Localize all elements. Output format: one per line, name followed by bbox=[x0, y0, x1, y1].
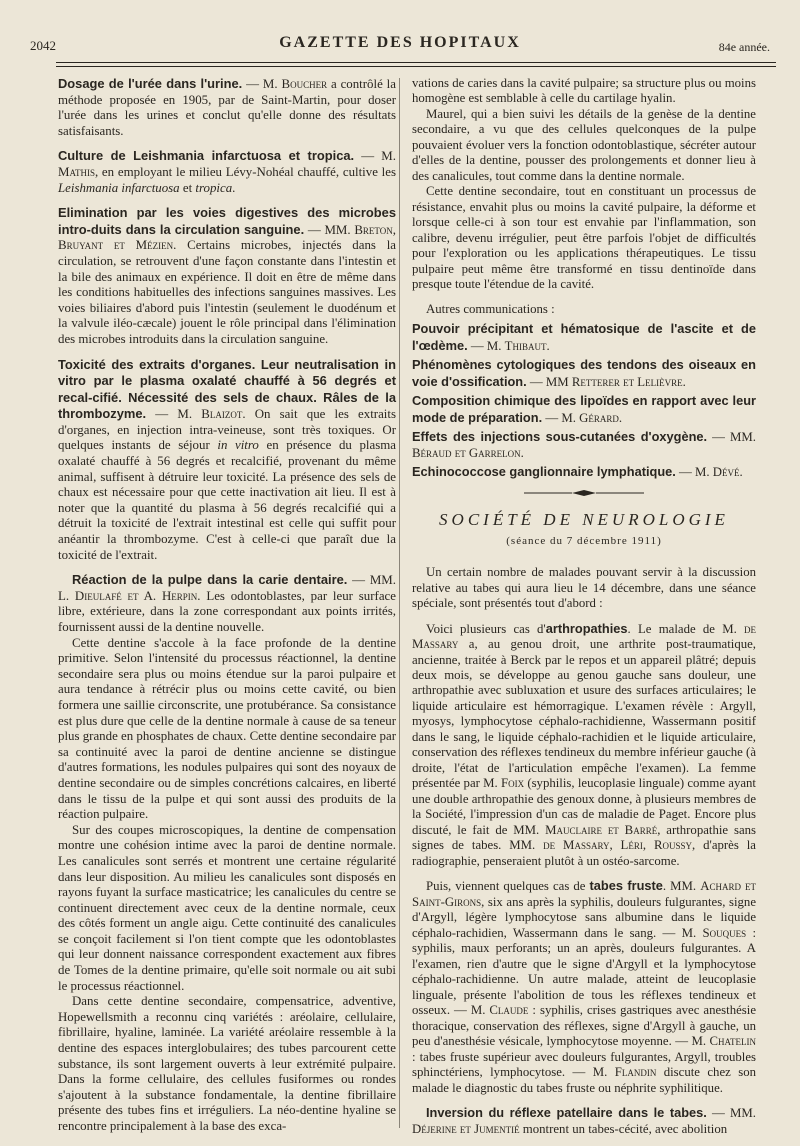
author: Boucher bbox=[281, 77, 328, 91]
right-column bbox=[412, 76, 756, 1137]
article-title: Toxicité des extraits d'organes. Leur neutralisation in vitro par le plasma oxalaté chauffé à 56 degrés et recal-cifié. Nécessité des sels de chaux. Râles de la thrombozyme. bbox=[58, 356, 396, 422]
paragraph: Inversion du réflexe patellaire dans le tabes. — MM. Déjerine et Jumentié montrent un tabes-cécité, avec abolition bbox=[412, 1105, 756, 1136]
paragraph: Un certain nombre de malades pouvant servir à la discussion relative au tabes qui aura lieu le 14 décembre, dans une séance spéciale, sont présentés tout d'abord : bbox=[412, 565, 756, 611]
page-number: 2042 bbox=[30, 38, 56, 53]
paragraph: vations de caries dans la cavité pulpaire; sa structure plus ou moins homogène est semblable à celle du cartilage hyalin. bbox=[412, 76, 756, 106]
author: Mathis bbox=[58, 164, 95, 179]
communication-entry: Phénomènes cytologiques des tendons des oiseaux en voie d'ossification. — MM Retterer et Lelièvre. bbox=[412, 357, 756, 389]
paragraph: Dans cette dentine secondaire, compensatrice, adventive, Hopewellsmith a reconnu cinq variétés : aréolaire, cellulaire, fibrillaire, hyaline, laminée. La variété aréolaire ressemble à la dentine des espaces interglobulaires; des tubes parcourent cette substance, ils sont largement ouverts à leur extrémité pulpaire. Dans la forme cellulaire, des cellules fusiformes ou rondes s'ajoutent à la substance fondamentale, la dentine fibrillaire présente des tubes fins et irréguliers. La néo-dentine hyaline se rencontre principalement à la base des exca- bbox=[58, 994, 396, 1133]
section-ornament bbox=[412, 487, 756, 502]
author: Blaizot bbox=[201, 407, 243, 422]
paragraph: Sur des coupes microscopiques, la dentine de compensation montre une cohésion intime avec la paroi de dentine normale. Les canalicules sont serrés et montrent une certaine régularité dans leur disposition. Au milieu les canalicules sont disposés en rayons fuyant la surface masticatrice; les canalicules du centre se continuent directement avec ceux de la dentine normale, ceux des côtés forment un angle aigu. Cette continuité des canalicules se conçoit facilement si l'on tient compte que les odontoblastes qui leur donnent naissance correspondent exactement aux fibres de Tomes de la dentine primaire, qu'elle soit normale ou ait subi le processus réactionnel. bbox=[58, 822, 396, 993]
journal-title: GAZETTE DES HOPITAUX bbox=[279, 34, 521, 51]
article-title: Culture de Leishmania infarctuosa et tropica. bbox=[58, 148, 355, 164]
left-column bbox=[58, 76, 396, 1135]
paragraph: Cette dentine secondaire, tout en constituant un processus de résistance, envahit plus ou moins la cavité pulpaire, la déforme et lorsque celle-ci à son tour est envahie par l'inflammation, son calibre, devenu irrégulier, peut être parfois l'objet de difficultés pour l'exploration ou les applications thérapeutiques. Le tissu pulpaire peut même être transformé en tissu dentinoïde dans presque toute l'étendue de la cavité. bbox=[412, 184, 756, 292]
paragraph: Voici plusieurs cas d'arthropathies. Le malade de M. de Massary a, au genou droit, une arthrite post-traumatique, ancienne, traitée à Berck par le repos et un appareil plâtré; depuis deux mois, se développe au genou gauche sans douleur, une arthropathie avec subluxation et usure des surfaces articulaires; le liquide articulaire est hémorragique. L'examen révèle : Argyll, myosys, lymphocytose céphalo-rachidienne, Wassermann positif dans le sang, le liquide céphalo-rachidien et le liquide articulaire, conservation des réflexes tendineux du membre inférieur gauche (à droite, l'état de l'articulation empêche l'examen). La femme présentée par M. Foix (syphilis, leucoplasie linguale) comme ayant une double arthropathie des genoux donne, à plusieurs membres de la Société, l'impression d'un cas de maladie de Paget. Encore plus discuté, le fait de MM. Mauclaire et Barré, arthropathie sans signes de tabes. MM. de Massary, Léri, Roussy, d'après la radiographie, penseraient plutôt à un ostéo-sarcome. bbox=[412, 620, 757, 868]
paragraph: Puis, viennent quelques cas de tabes fruste. MM. Achard et Saint-Girons, six ans après la syphilis, douleurs fulgurantes, signe d'Argyll, légère lymphocytose sans albumine dans le liquide céphalo-rachidien, Wassermann dans le sang. — M. Souques : syphilis, maux perforants; un an après, douleurs fulgurantes. A l'examen, rien d'autre que le signe d'Argyll et la lymphocytose céphalo-rachidienne. Un autre malade, atteint de leucoplasie linguale, présente l'abolition de tous les réflexes tendineux et osseux. — M. Claude : syphilis, crises gastriques avec anesthésie thoracique, conservation des réflexes, signe d'Argyll à gauche, un peu d'anesthésie vésicale, lymphocytose moyenne. — M. Chatelin : tabes fruste supérieur avec douleurs fulgurantes, Argyll, troubles sphinctériens, lymphocytose. — M. Flandin discute chez son malade le diagnostic du tabes fruste ou néphrite syphilitique. bbox=[412, 878, 757, 1095]
article-title: Dosage de l'urée dans l'urine. bbox=[58, 76, 243, 91]
article-toxicite: Toxicité des extraits d'organes. Leur neutralisation in vitro par le plasma oxalaté chauffé à 56 degrés et recal-cifié. Nécessité des sels de chaux. Râles de la thrombozyme. — M. Blaizot. On sait que les extraits d'organes, en injection intra-veineuse, sont très toxiques. Or quelques instants de séjour in vitro en présence du plasma oxalaté chauffé à 56 degrés et recalcifié, provenant du même animal, suffisent à détruire leur toxicité. La présence des sels de chaux est nécessaire pour que cette inactivation ait lieu. Il est à noter que la quantité du plasma à 56 degrés recalcifié qui a détruit la toxicité de l'extrait intestinal est celle qui suffit pour anéantir la thrombozyme. C'est à celle-ci que paraît due la toxicité de l'extrait. bbox=[58, 356, 396, 562]
running-header bbox=[30, 30, 770, 56]
article-urea: Dosage de l'urée dans l'urine. — M. Boucher a contrôlé la méthode proposée en 1905, par de Saint-Martin, pour doser l'urée dans les urines et conclut qu'elle donne des résultats satisfaisants. bbox=[58, 76, 396, 138]
article-pulpe: Réaction de la pulpe dans la carie dentaire. — MM. L. Dieulafé et A. Herpin. Les odontoblastes, par leur surface libre, extérieure, dans la zone correspondant aux points irrités, fournissent aussi de la dentine nouvelle. bbox=[58, 572, 396, 634]
communication-entry: Echinococcose ganglionnaire lymphatique. — M. Dévé. bbox=[412, 464, 743, 480]
year-label: 84e année. bbox=[718, 40, 770, 54]
header-rule-bottom bbox=[56, 66, 776, 67]
paragraph: Maurel, qui a bien suivi les détails de la genèse de la dentine secondaire, a vu que des cellules quelconques de la pulpe pouvaient évoluer vers la fonction odontoblastique, sécréter autour d'elles de la dentine, pousser des prolongements et donner lieu à des canalicules, tout comme dans la dentine normale. bbox=[412, 106, 756, 183]
other-communications-label: Autres communications : bbox=[426, 301, 555, 316]
ornament-rule-icon bbox=[524, 489, 644, 497]
header-rule-top bbox=[56, 62, 776, 63]
author: L. Dieulafé et A. Herpin bbox=[58, 588, 198, 603]
article-title: Réaction de la pulpe dans la carie dentaire. bbox=[72, 572, 348, 588]
section-title: SOCIÉTÉ DE NEUROLOGIE bbox=[439, 510, 729, 530]
paragraph: Cette dentine s'accole à la face profonde de la dentine primitive. Selon l'intensité du processus réactionnel, la dentine secondaire sera plus ou moins étendue sur la paroi pulpaire et aura tendance à rétrécir plus ou moins cette cavité, ou bien formera une saillie circonscrite, une protubérance. Sa consistance est plus dure que celle de la dentine normale à cause de sa teneur plus grande en phosphates de chaux. Cette dentine secondaire par sa continuité avec la paroi de dentine ancienne se distingue d'autres formations, les nodules pulpaires qui sont des noyaux de dentine secondaire ou de simples concrétions calcaires, en liberté dans le tissu de la pulpe et qui sont aussi des produits de la réaction pulpaire. bbox=[58, 635, 396, 822]
communication-entry: Effets des injections sous-cutanées d'oxygène. — MM. Béraud et Garrelon. bbox=[412, 429, 756, 460]
author: Breton, Bruyant et Mézien bbox=[58, 222, 396, 253]
column-divider bbox=[399, 78, 400, 1128]
article-elimination: Elimination par les voies digestives des microbes intro-duits dans la circulation sanguine. — MM. Breton, Bruyant et Mézien. Certains microbes, injectés dans la circulation, se retrouvent d'une façon constante dans l'intestin et la bile des animaux en expérience. Il doit en être de même dans les conditions habituelles des infections sanguines massives. Les voies biliaires d'abord puis l'intestin (seulement le duodénum et la valvule iléo-cæcale) jouent le rôle principal dans l'élimination des microbes introduits dans la circulation sanguine. bbox=[58, 205, 396, 346]
article-title: Elimination par les voies digestives des microbes intro-duits dans la circulation sanguine. bbox=[58, 205, 396, 237]
communication-entry: Composition chimique des lipoïdes en rapport avec leur mode de préparation. — M. Gérard. bbox=[412, 393, 756, 425]
communication-entry: Pouvoir précipitant et hématosique de l'ascite et de l'œdème. — M. Thibaut. bbox=[412, 321, 756, 353]
article-leishmania: Culture de Leishmania infarctuosa et tropica. — M. Mathis, en employant le milieu Lévy-Nohéal chauffé, cultive les Leishmania infarctuosa et tropica. bbox=[58, 148, 396, 195]
session-date: (séance du 7 décembre 1911) bbox=[506, 534, 662, 547]
